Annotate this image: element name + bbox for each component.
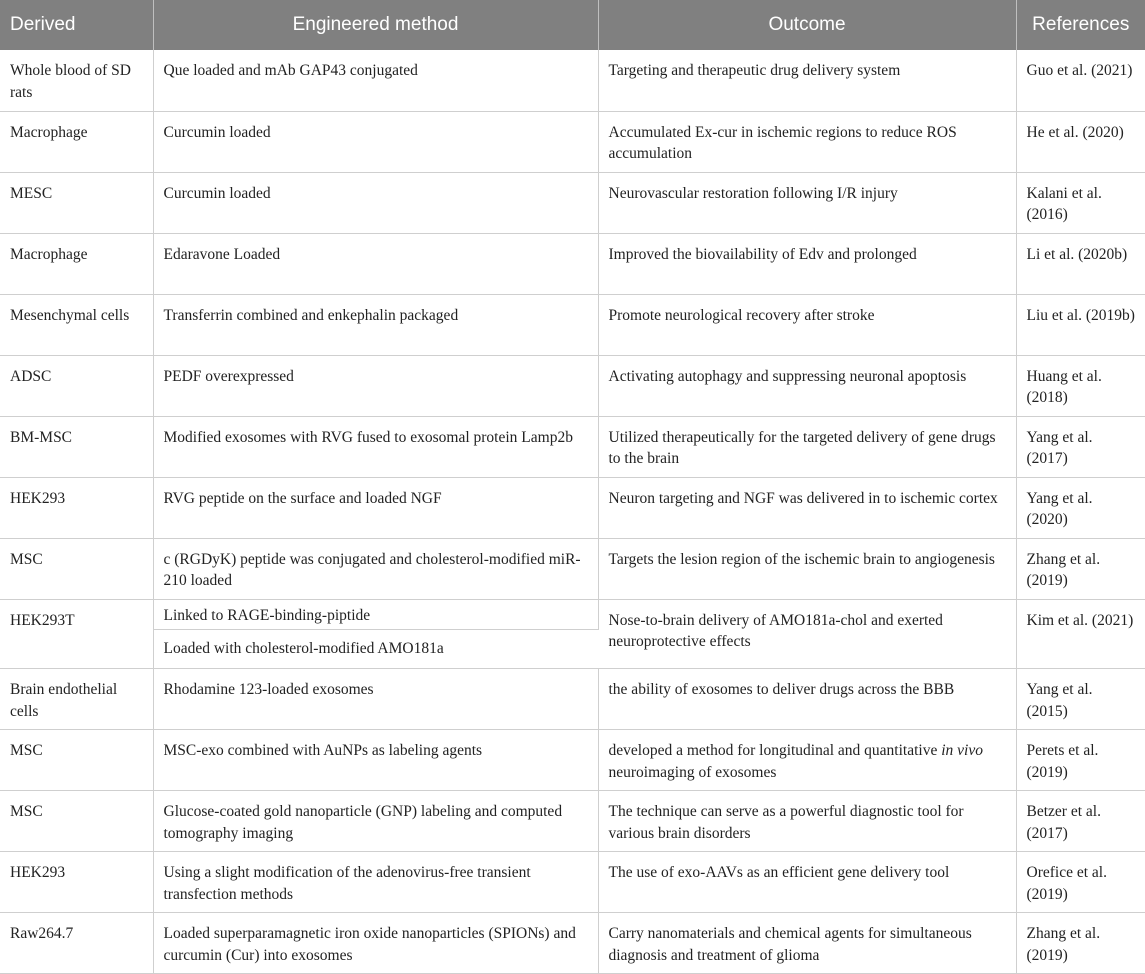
cell-outcome: The use of exo-AAVs as an efficient gene delivery tool	[598, 852, 1016, 913]
table-row	[0, 233, 1145, 294]
cell-derived: MSC	[0, 730, 153, 791]
cell-outcome: Neurovascular restoration following I/R injury	[598, 172, 1016, 233]
table-row	[0, 294, 1145, 355]
cell-method: Curcumin loaded	[153, 111, 598, 172]
table-row	[0, 172, 1145, 233]
table-row	[0, 852, 1145, 913]
table-row	[0, 111, 1145, 172]
cell-outcome: Targets the lesion region of the ischemic brain to angiogenesis	[598, 538, 1016, 599]
outcome-text-pre: developed a method for longitudinal and quantitative	[608, 742, 942, 759]
cell-method: Loaded superparamagnetic iron oxide nanoparticles (SPIONs) and curcumin (Cur) into exosomes	[153, 913, 598, 974]
table-row	[0, 50, 1145, 111]
cell-method: Edaravone Loaded	[153, 233, 598, 294]
cell-reference: Zhang et al. (2019)	[1016, 913, 1145, 974]
cell-outcome: Accumulated Ex-cur in ischemic regions to reduce ROS accumulation	[598, 111, 1016, 172]
cell-method: MSC-exo combined with AuNPs as labeling agents	[153, 730, 598, 791]
table-row	[0, 416, 1145, 477]
cell-outcome: Activating autophagy and suppressing neuronal apoptosis	[598, 355, 1016, 416]
cell-method: Using a slight modification of the adenovirus-free transient transfection methods	[153, 852, 598, 913]
table-row	[0, 913, 1145, 974]
header-derived: Derived	[0, 0, 153, 50]
cell-method: Glucose-coated gold nanoparticle (GNP) labeling and computed tomography imaging	[153, 791, 598, 852]
cell-derived: HEK293	[0, 852, 153, 913]
cell-method: Rhodamine 123-loaded exosomes	[153, 669, 598, 730]
cell-outcome: The technique can serve as a powerful diagnostic tool for various brain disorders	[598, 791, 1016, 852]
cell-method: Que loaded and mAb GAP43 conjugated	[153, 50, 598, 111]
cell-outcome: Carry nanomaterials and chemical agents for simultaneous diagnosis and treatment of glioma	[598, 913, 1016, 974]
cell-derived: Macrophage	[0, 111, 153, 172]
cell-reference: Liu et al. (2019b)	[1016, 294, 1145, 355]
cell-outcome: Nose-to-brain delivery of AMO181a-chol and exerted neuroprotective effects	[598, 599, 1016, 669]
cell-derived: Raw264.7	[0, 913, 153, 974]
cell-method: Curcumin loaded	[153, 172, 598, 233]
cell-reference: Orefice et al. (2019)	[1016, 852, 1145, 913]
table-row	[0, 355, 1145, 416]
cell-derived: HEK293	[0, 477, 153, 538]
cell-method: Transferrin combined and enkephalin packaged	[153, 294, 598, 355]
cell-reference: Huang et al. (2018)	[1016, 355, 1145, 416]
header-outcome: Outcome	[598, 0, 1016, 50]
cell-reference: Betzer et al. (2017)	[1016, 791, 1145, 852]
cell-outcome: Promote neurological recovery after stroke	[598, 294, 1016, 355]
cell-derived: Whole blood of SD rats	[0, 50, 153, 111]
table-row-split	[0, 599, 1145, 630]
cell-outcome: Improved the biovailability of Edv and prolonged	[598, 233, 1016, 294]
cell-reference: Li et al. (2020b)	[1016, 233, 1145, 294]
cell-outcome: Targeting and therapeutic drug delivery system	[598, 50, 1016, 111]
cell-derived: ADSC	[0, 355, 153, 416]
cell-derived: HEK293T	[0, 599, 153, 669]
cell-reference: Guo et al. (2021)	[1016, 50, 1145, 111]
cell-method: Loaded with cholesterol-modified AMO181a	[153, 630, 598, 669]
cell-outcome	[598, 730, 1016, 791]
cell-derived: Mesenchymal cells	[0, 294, 153, 355]
cell-method: c (RGDyK) peptide was conjugated and cholesterol-modified miR-210 loaded	[153, 538, 598, 599]
cell-reference: Perets et al. (2019)	[1016, 730, 1145, 791]
cell-method: RVG peptide on the surface and loaded NGF	[153, 477, 598, 538]
cell-method: Linked to RAGE-binding-piptide	[153, 599, 598, 630]
table-row	[0, 477, 1145, 538]
cell-reference: He et al. (2020)	[1016, 111, 1145, 172]
cell-reference: Yang et al. (2015)	[1016, 669, 1145, 730]
table-row	[0, 791, 1145, 852]
table-row	[0, 669, 1145, 730]
cell-outcome: the ability of exosomes to deliver drugs across the BBB	[598, 669, 1016, 730]
table-header	[0, 0, 1145, 50]
header-references: References	[1016, 0, 1145, 50]
cell-method: PEDF overexpressed	[153, 355, 598, 416]
cell-reference: Yang et al. (2017)	[1016, 416, 1145, 477]
cell-reference: Kalani et al. (2016)	[1016, 172, 1145, 233]
outcome-text-post: neuroimaging of exosomes	[608, 763, 777, 781]
cell-derived: MSC	[0, 791, 153, 852]
cell-reference: Kim et al. (2021)	[1016, 599, 1145, 669]
cell-derived: MSC	[0, 538, 153, 599]
cell-derived: BM-MSC	[0, 416, 153, 477]
cell-outcome: Neuron targeting and NGF was delivered in to ischemic cortex	[598, 477, 1016, 538]
outcome-text-italic: in vivo	[941, 742, 983, 759]
table-row	[0, 538, 1145, 599]
cell-derived: Macrophage	[0, 233, 153, 294]
cell-outcome: Utilized therapeutically for the targeted delivery of gene drugs to the brain	[598, 416, 1016, 477]
cell-derived: Brain endothelial cells	[0, 669, 153, 730]
table-row	[0, 730, 1145, 791]
cell-method: Modified exosomes with RVG fused to exosomal protein Lamp2b	[153, 416, 598, 477]
cell-reference: Zhang et al. (2019)	[1016, 538, 1145, 599]
cell-reference: Yang et al. (2020)	[1016, 477, 1145, 538]
cell-derived: MESC	[0, 172, 153, 233]
header-method: Engineered method	[153, 0, 598, 50]
